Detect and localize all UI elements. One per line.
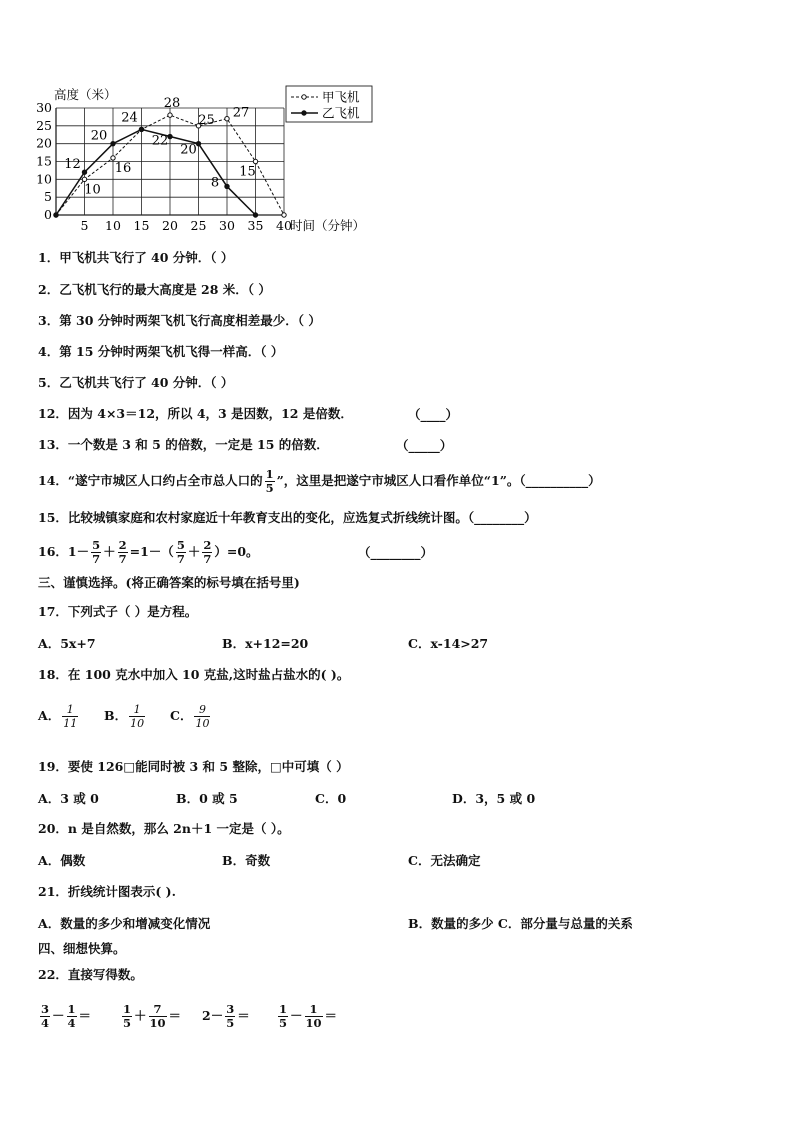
legend-label: 甲飞机	[322, 89, 360, 105]
fraction-three-fifths	[225, 1001, 235, 1030]
y-tick-label: 25	[36, 117, 52, 133]
option-letter: B．	[104, 708, 128, 723]
question-16	[38, 536, 259, 568]
data-label: 8	[210, 175, 220, 191]
question-1: 1．甲飞机共飞行了 40 分钟．（ ）	[38, 250, 234, 265]
equals-sign: ＝	[78, 1008, 92, 1023]
equals-sign: ＝	[237, 1008, 250, 1023]
equals-sign: ＝	[324, 1008, 338, 1023]
data-label: 22	[151, 133, 169, 149]
data-label: 15	[239, 164, 256, 180]
question-16-end: ）=0。	[214, 544, 259, 559]
data-point	[168, 134, 172, 138]
x-tick-label: 5	[80, 218, 89, 233]
fraction-denominator: 5	[265, 481, 274, 495]
expression-lead: 2－	[202, 1008, 224, 1023]
question-15: 15．比较城镇家庭和农村家庭近十年教育支出的变化，应选复式折线统计图。（________）	[38, 510, 537, 525]
data-point	[139, 127, 143, 131]
data-point	[253, 213, 257, 217]
x-tick-label: 40	[276, 218, 292, 233]
question-16-middle: =1－（	[129, 544, 174, 559]
fraction-numerator: 5	[176, 537, 185, 552]
fraction-numerator: 1	[62, 704, 78, 717]
fraction-one-fifth	[122, 1001, 132, 1030]
y-tick-label: 0	[44, 207, 52, 222]
question-13-blank[interactable]: （_____）	[396, 438, 453, 453]
fraction-denominator: 10	[195, 717, 210, 730]
fraction-three-quarters	[40, 1001, 50, 1030]
data-point	[82, 177, 86, 181]
fraction-numerator: 9	[194, 704, 210, 717]
fraction-numerator: 1	[305, 1004, 323, 1018]
x-tick-label: 30	[219, 218, 235, 233]
fraction-two-sevenths	[202, 537, 212, 566]
minus-sign: －	[52, 1008, 65, 1023]
fraction-one-fifth	[265, 466, 275, 495]
fraction-numerator: 5	[92, 537, 101, 552]
data-point	[82, 170, 86, 174]
fraction-numerator: 3	[41, 1001, 50, 1016]
question-22: 22．直接写得数。	[38, 967, 143, 982]
data-point	[196, 141, 200, 145]
question-18-option-b[interactable]	[104, 700, 147, 732]
fraction-denominator: 7	[118, 552, 127, 566]
fraction-numerator: 1	[67, 1001, 76, 1016]
question-19-option-c[interactable]: C．0	[315, 791, 347, 806]
fraction-denominator: 10	[130, 717, 145, 730]
x-tick-label: 35	[247, 218, 264, 233]
legend-marker	[302, 95, 306, 99]
minus-sign: －	[290, 1008, 303, 1023]
x-axis-title: 时间（分钟）	[290, 218, 366, 233]
y-tick-label: 20	[36, 135, 52, 151]
data-point	[111, 156, 115, 160]
question-20: 20．n 是自然数，那么 2n＋1 一定是（ ）。	[38, 821, 290, 836]
fraction-five-sevenths	[176, 537, 186, 566]
question-20-option-a[interactable]: A．偶数	[38, 853, 86, 868]
fraction-numerator: 2	[118, 537, 127, 552]
fraction-denominator: 10	[305, 1016, 322, 1030]
fraction-numerator: 3	[226, 1001, 235, 1016]
fraction-one-tenth	[129, 704, 145, 729]
data-label: 24	[121, 110, 138, 126]
data-label: 20	[180, 142, 197, 158]
fraction-seven-tenths	[149, 1001, 167, 1030]
question-12-blank[interactable]: （____）	[408, 407, 459, 422]
question-17-option-a[interactable]: A．5x+7	[38, 636, 96, 651]
question-21: 21．折线统计图表示( ).	[38, 884, 176, 899]
section-4-heading: 四、细想快算。	[38, 941, 126, 956]
fraction-denominator: 7	[92, 552, 101, 566]
x-tick-label: 10	[105, 218, 121, 233]
question-13: 13．一个数是 3 和 5 的倍数，一定是 15 的倍数．	[38, 437, 329, 452]
data-point	[111, 141, 115, 145]
y-tick-label: 30	[36, 100, 52, 115]
question-17-option-c[interactable]: C．x-14>27	[408, 636, 489, 651]
legend-marker	[302, 111, 306, 115]
question-18: 18．在 100 克水中加入 10 克盐,这时盐占盐水的( )。	[38, 667, 350, 682]
question-18-option-a[interactable]	[38, 700, 80, 732]
fraction-denominator: 4	[67, 1016, 76, 1030]
question-16-lead: 16．1－	[38, 544, 90, 559]
fraction-numerator: 7	[149, 1004, 167, 1018]
fraction-numerator: 1	[265, 466, 274, 481]
data-label: 10	[84, 182, 101, 198]
calc-expression-1[interactable]	[38, 996, 91, 1036]
x-tick-label: 15	[133, 218, 150, 233]
y-axis-title: 高度（米）	[54, 87, 117, 102]
calc-expression-2[interactable]	[120, 996, 181, 1036]
question-3: 3．第 30 分钟时两架飞机飞行高度相差最少．（ ）	[38, 313, 321, 328]
question-20-option-c[interactable]: C．无法确定	[408, 853, 481, 868]
data-point	[54, 213, 58, 217]
question-21-option-b-c[interactable]: B．数量的多少 C．部分量与总量的关系	[408, 916, 633, 931]
data-point	[225, 184, 229, 188]
fraction-denominator: 5	[123, 1016, 132, 1030]
question-17-option-b[interactable]: B．x+12=20	[222, 636, 309, 651]
data-point	[253, 159, 257, 163]
question-12: 12．因为 4×3＝12，所以 4，3 是因数，12 是倍数．	[38, 406, 353, 421]
question-5: 5．乙飞机共飞行了 40 分钟．（ ）	[38, 375, 234, 390]
question-21-option-a[interactable]: A．数量的多少和增减变化情况	[38, 916, 211, 931]
fraction-numerator: 1	[279, 1001, 288, 1016]
section-3-heading: 三、谨慎选择。(将正确答案的标号填在括号里)	[38, 575, 300, 590]
question-19: 19．要使 126□能同时被 3 和 5 整除，□中可填（ ）	[38, 759, 349, 774]
fraction-denominator: 4	[41, 1016, 50, 1030]
fraction-five-sevenths	[91, 537, 101, 566]
question-14-text-start: 14．“遂宁市城区人口约占全市总人口的	[38, 473, 263, 488]
fraction-one-fifth	[278, 1001, 288, 1030]
fraction-denominator: 7	[203, 552, 212, 566]
fraction-denominator: 10	[149, 1016, 166, 1030]
question-18-option-c[interactable]	[170, 700, 212, 732]
plus-sign: ＋	[103, 544, 116, 559]
x-tick-label: 20	[162, 218, 178, 233]
calc-expression-3[interactable]	[202, 996, 250, 1036]
fraction-one-eleventh	[62, 704, 78, 729]
option-letter: C．	[170, 708, 193, 723]
question-19-option-a[interactable]: A．3 或 0	[38, 791, 99, 806]
data-label: 27	[232, 105, 250, 121]
question-14	[38, 466, 601, 496]
fraction-denominator: 7	[176, 552, 185, 566]
fraction-numerator: 1	[129, 704, 145, 717]
question-19-option-d[interactable]: D．3，5 或 0	[452, 791, 536, 806]
fraction-denominator: 11	[63, 717, 78, 730]
data-label: 28	[163, 96, 181, 112]
y-tick-label: 15	[36, 153, 52, 169]
legend-label: 乙飞机	[322, 105, 360, 121]
fraction-denominator: 5	[279, 1016, 288, 1030]
question-4: 4．第 15 分钟时两架飞机飞得一样高．（ ）	[38, 344, 284, 359]
question-14-text-end: ”，这里是把遂宁市城区人口看作单位“1”。（__________）	[276, 473, 601, 488]
fraction-one-tenth	[305, 1001, 323, 1030]
question-17: 17．下列式子（ ）是方程。	[38, 604, 198, 619]
plus-sign: ＋	[187, 544, 201, 559]
data-point	[168, 113, 172, 117]
altitude-line-chart	[30, 82, 390, 242]
fraction-one-quarter	[67, 1001, 77, 1030]
fraction-denominator: 5	[226, 1016, 235, 1030]
data-label: 12	[64, 157, 81, 173]
data-point	[282, 213, 286, 217]
question-16-blank[interactable]: （________）	[358, 545, 434, 560]
equals-sign: ＝	[168, 1008, 182, 1023]
data-label: 20	[90, 128, 108, 144]
question-20-option-b[interactable]: B．奇数	[222, 853, 271, 868]
option-letter: A．	[38, 708, 61, 723]
data-point	[225, 117, 229, 121]
fraction-numerator: 1	[123, 1001, 132, 1016]
data-label: 25	[198, 112, 215, 128]
fraction-two-sevenths	[118, 537, 128, 566]
y-tick-label: 10	[36, 171, 52, 187]
fraction-numerator: 2	[203, 537, 212, 552]
x-tick-label: 25	[190, 218, 207, 233]
data-label: 16	[114, 160, 132, 176]
y-tick-label: 5	[44, 189, 52, 205]
question-19-option-b[interactable]: B．0 或 5	[176, 791, 238, 806]
fraction-nine-tenths	[194, 704, 210, 729]
plus-sign: ＋	[134, 1008, 147, 1023]
question-2: 2．乙飞机飞行的最大高度是 28 米．（ ）	[38, 282, 271, 297]
calc-expression-4[interactable]	[276, 996, 337, 1036]
